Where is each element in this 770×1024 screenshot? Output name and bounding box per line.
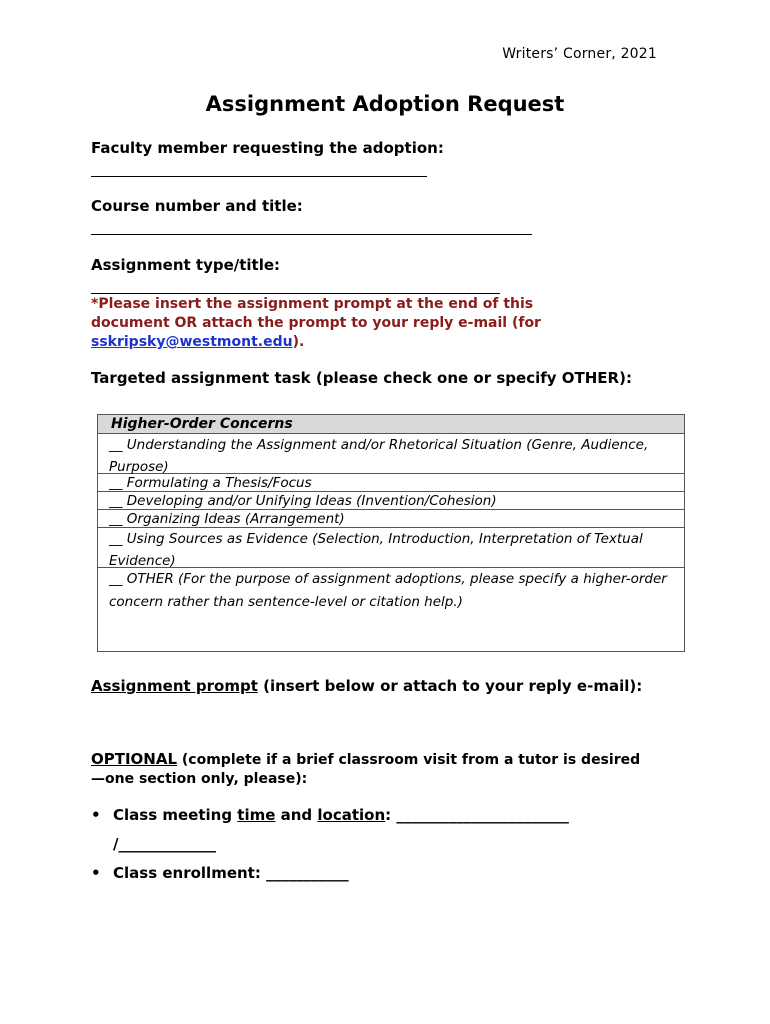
meeting-and: and [275,806,318,824]
meeting-blank-2[interactable]: /_____________ [113,835,216,853]
attachment-note [91,295,611,352]
class-meeting-text [113,806,569,824]
assignment-prompt-heading [91,672,651,701]
meeting-prefix: Class meeting [113,806,238,824]
bullet-icon: • [91,864,101,882]
meeting-time: time [237,806,276,824]
optional-label: OPTIONAL [91,750,178,768]
enrollment-blank[interactable]: ___________ [266,864,349,882]
concerns-table [97,414,685,652]
course-label: Course number and title: [91,197,303,215]
meeting-blank-1[interactable]: _______________________ [396,806,569,824]
note-text: *Please insert the assignment prompt at the end of this document OR attach the prompt to your reply e-mail (for [91,296,541,331]
concerns-header: Higher-Order Concerns [98,415,684,434]
header-writers-corner: Writers’ Corner, 2021 [502,46,657,62]
faculty-line[interactable] [91,176,427,177]
assignment-prompt-rest: (insert below or attach to your reply e-mail): [257,677,643,695]
assignment-prompt-label: Assignment prompt [91,677,258,695]
page-title: Assignment Adoption Request [205,92,565,116]
concern-item-organizing[interactable]: __ Organizing Ideas (Arrangement) [98,510,684,528]
meeting-location: location [317,806,386,824]
targeted-task-heading: Targeted assignment task (please check one or specify OTHER): [91,369,632,387]
concern-item-sources[interactable]: __ Using Sources as Evidence (Selection, Introduction, Interpretation of Textual Evidence) [98,528,684,568]
faculty-label: Faculty member requesting the adoption: [91,139,444,157]
meeting-colon: : [385,806,397,824]
class-enrollment-text [113,864,349,882]
concern-item-thesis[interactable]: __ Formulating a Thesis/Focus [98,474,684,492]
course-line[interactable] [91,234,532,235]
note-text-end: ). [292,334,305,350]
bullet-icon: • [91,806,101,824]
concern-item-other[interactable]: __ OTHER (For the purpose of assignment adoptions, please specify a higher-order concern rather than sentence-level or citation help.) [109,571,667,610]
assignment-type-label: Assignment type/title: [91,256,281,274]
concern-item-ideas[interactable]: __ Developing and/or Unifying Ideas (Invention/Cohesion) [98,492,684,510]
assignment-type-line[interactable] [91,293,500,294]
concern-item-understanding[interactable]: __ Understanding the Assignment and/or Rhetorical Situation (Genre, Audience, Purpose) [98,434,684,474]
optional-rest: (complete if a brief classroom visit from a tutor is desired—one section only, please): [91,752,641,787]
optional-heading [91,750,651,789]
meeting-blank-2-line [113,835,216,853]
enrollment-label: Class enrollment: [113,864,267,882]
email-link[interactable]: sskripsky@westmont.edu [91,334,293,350]
